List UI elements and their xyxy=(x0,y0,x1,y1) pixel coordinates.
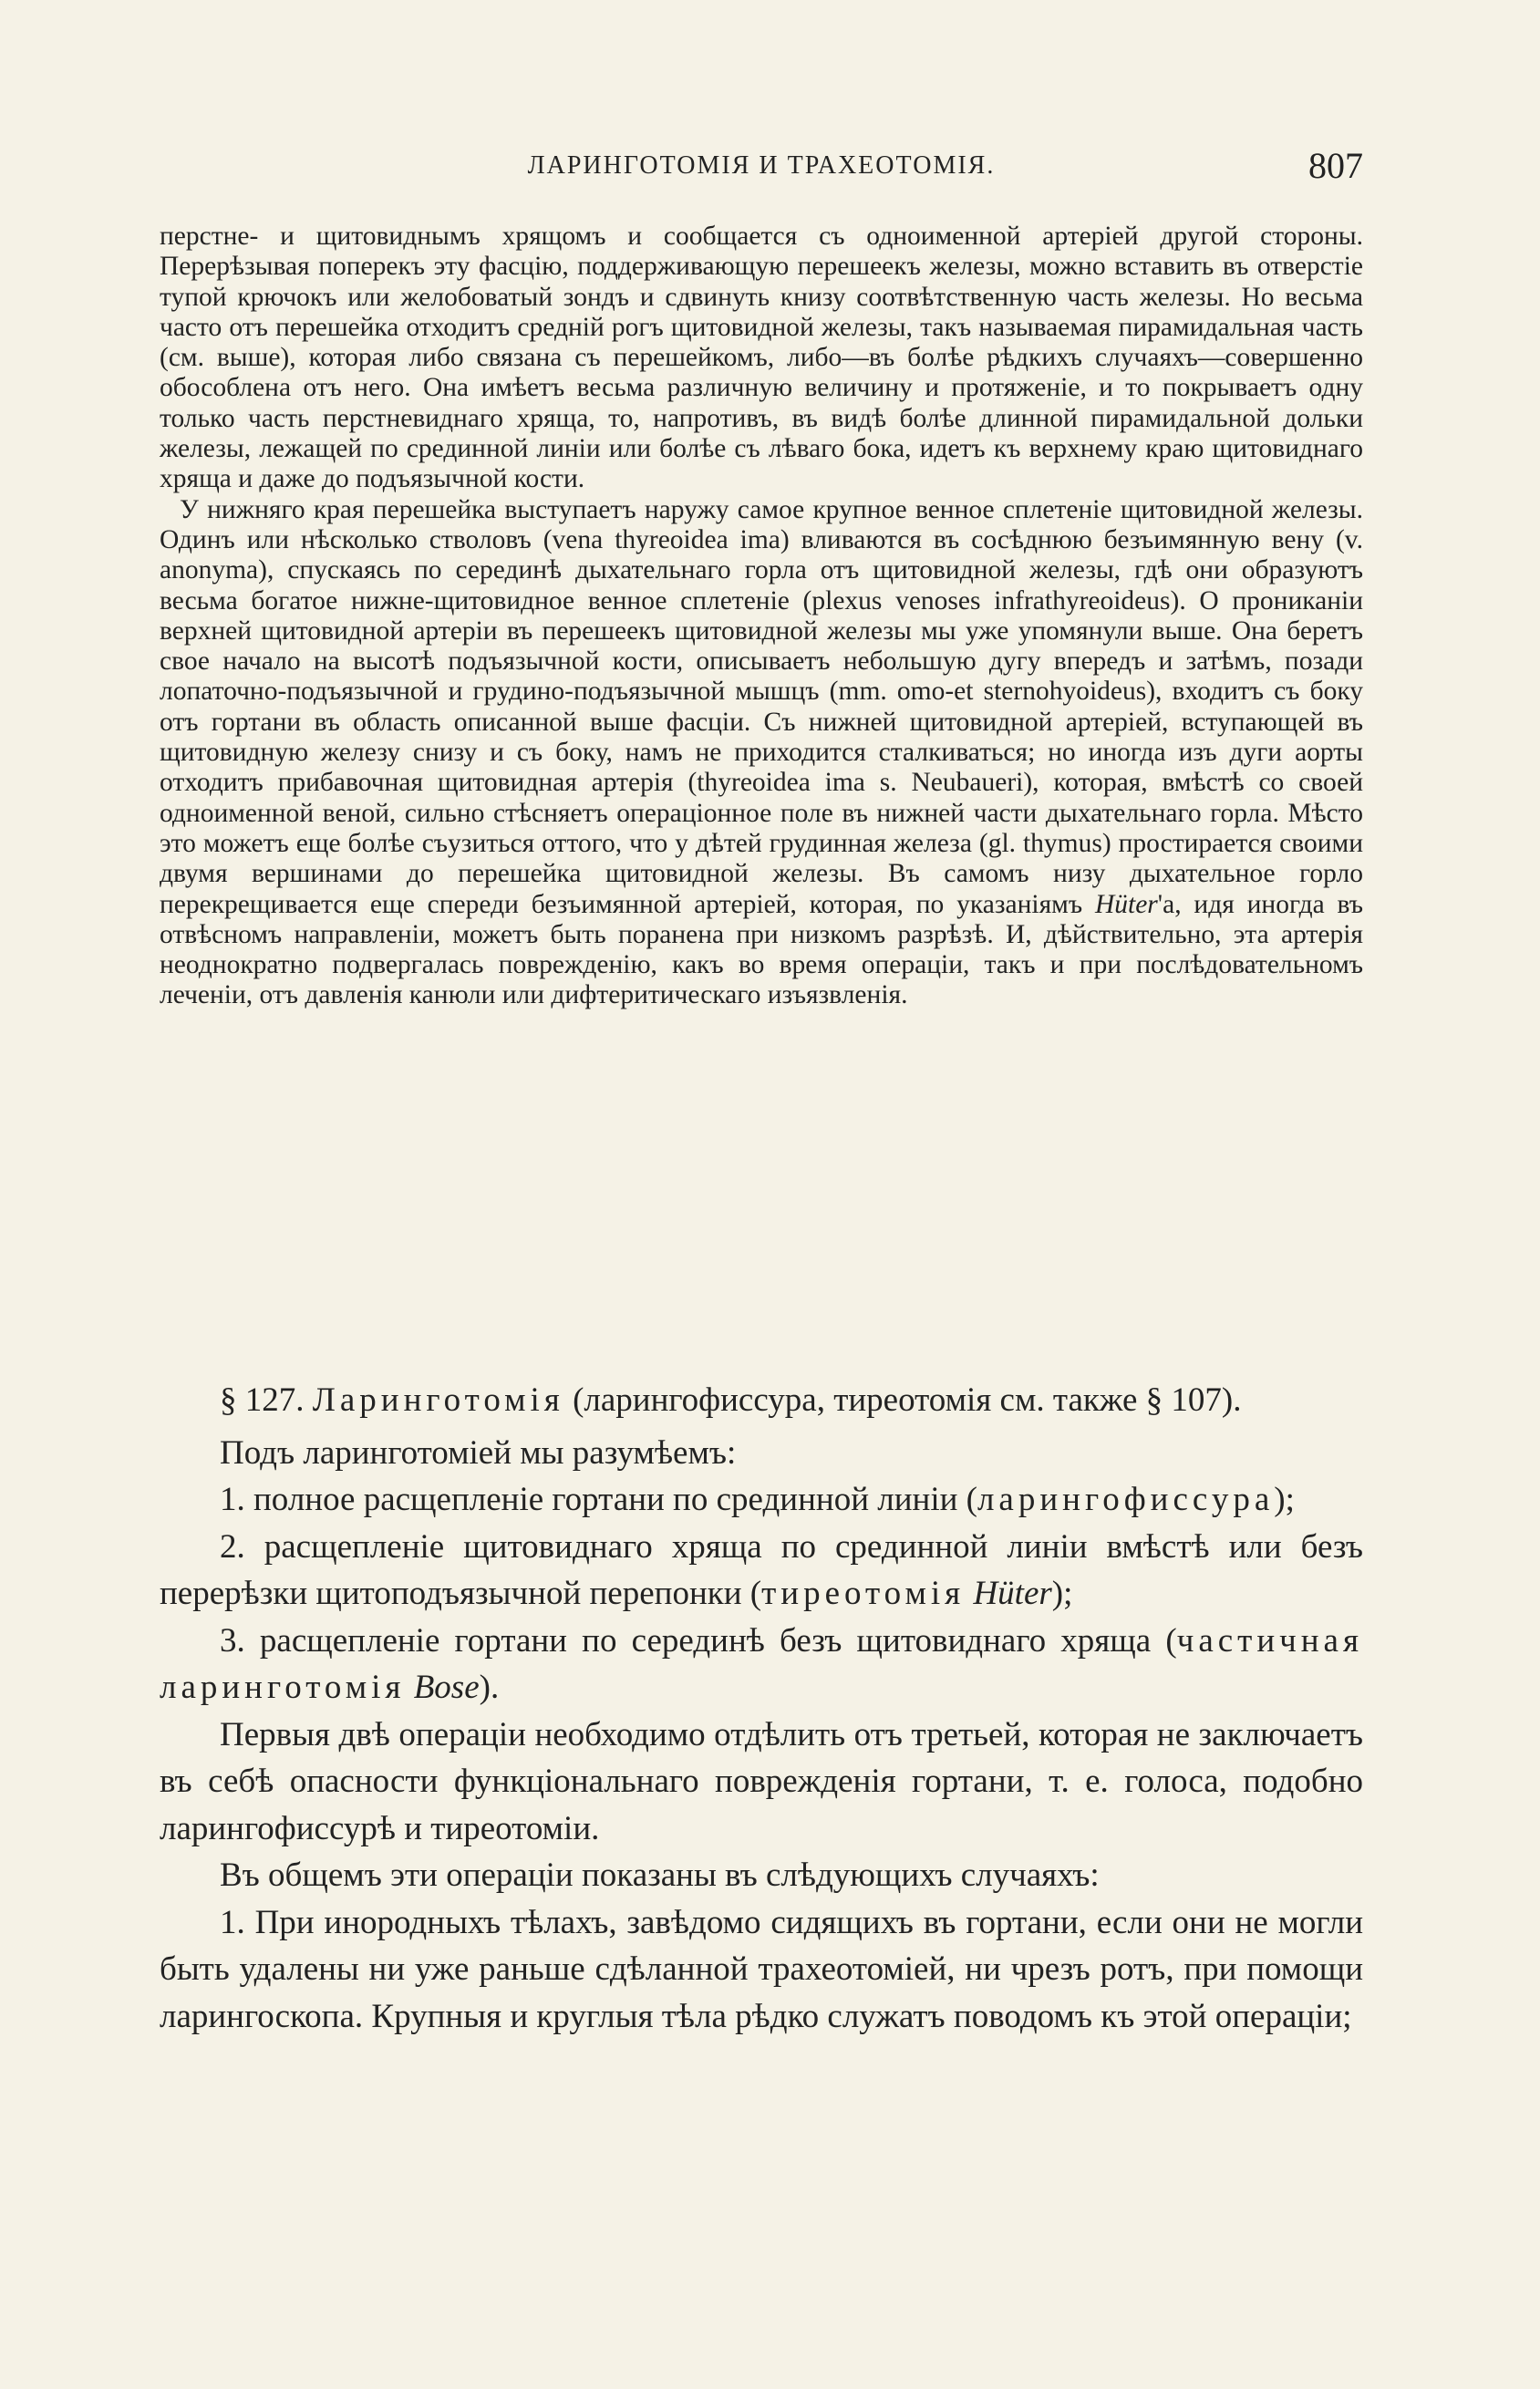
definition-intro: Подъ ларинготоміей мы разумѣемъ: xyxy=(220,1433,737,1472)
section-number: § 127. xyxy=(220,1381,305,1419)
text-segment: ); xyxy=(1051,1575,1073,1612)
term: тиреотомія xyxy=(761,1575,966,1612)
author-name: Hüter xyxy=(973,1575,1052,1612)
text-segment: 3. расщепленіе гортани по серединѣ безъ щитовиднаго хряща ( xyxy=(220,1621,1177,1660)
small-print-block xyxy=(160,222,1363,1011)
definition-item-1 xyxy=(160,1476,1363,1524)
definition-item-2 xyxy=(160,1524,1363,1618)
text-segment: У нижняго края перешейка выступаетъ наружу самое крупное венное сплетеніе щитовидной железы. Одинъ или нѣсколько стволовъ (vena thyreoidea ima) вливаются въ сосѣднюю безъимянную вену (v. anonyma), спускаясь по серединѣ дыхательнаго горла отъ щитовидной железы, гдѣ они образуютъ весьма богатое нижне-щитовидное венное сплетеніе (plexus venoses infrathyreoideus). О прониканіи верхней щитовидной артеріи въ перешеекъ щитовидной железы мы уже упомянули выше. Она беретъ свое начало на высотѣ подъязычной кости, описываетъ небольшую дугу впередъ и затѣмъ, позади лопаточно-подъязычной и грудино-подъязычной мышцъ (mm. omo-et sternohyoideus), входитъ съ боку отъ гортани въ область описанной выше фасціи. Съ нижней щитовидной артеріей, вступающей въ щитовидную железу снизу и съ боку, намъ не приходится сталкиваться; но иногда изъ дуги аорты отходитъ прибавочная щитовидная артерія (thyreoidea ima s. Neubaueri), которая, вмѣстѣ со своей одноименной веной, сильно стѣсняетъ операціонное поле въ нижней части дыхательнаго горла. Мѣсто это можетъ еще болѣе съузиться оттого, что у дѣтей грудинная железа (gl. thymus) простирается своими двумя вершинами до перешейка щитовидной железы. Въ самомъ низу дыхательное горло перекрещивается еще спереди безъимянной артеріей, которая, по указаніямъ xyxy=(160,494,1363,919)
text-segment: 2. расщепленіе щитовиднаго хряща по срединной линіи вмѣстѣ или безъ перерѣзки щитоподъязычной перепонки ( xyxy=(160,1527,1363,1612)
paragraph-venous-plexus xyxy=(160,495,1363,1011)
running-title: ЛАРИНГОТОМІЯ И ТРАХЕОТОМІЯ. xyxy=(527,151,996,180)
paragraph-first-two-operations: Первыя двѣ операціи необходимо отдѣлить отъ третьей, которая не заключаетъ въ себѣ опасности функціональнаго поврежденія гортани, т. е. голоса, подобно ларингофиссурѣ и тиреотоміи. xyxy=(160,1715,1363,1847)
paragraph-indications-intro: Въ общемъ эти операціи показаны въ слѣдующихъ случаяхъ: xyxy=(220,1856,1100,1894)
term: ларингофиссура xyxy=(977,1481,1275,1518)
author-name: Hüter xyxy=(1094,889,1158,919)
running-header xyxy=(160,144,1363,190)
section-heading-rest: (ларингофиссура, тиреотомія см. также § 107). xyxy=(563,1381,1242,1419)
paragraph-isthmus: перстне- и щитовиднымъ хрящомъ и сообщается съ одноименной артеріей другой стороны. Перерѣзывая поперекъ эту фасцію, поддерживающую перешеекъ железы, можно вставить въ отверстіе тупой крючокъ или желобоватый зондъ и сдвинуть книзу соотвѣтственную часть железы. Но весьма часто отъ перешейка отходитъ средній рогъ щитовидной железы, такъ называемая пирамидальная часть (см. выше), которая либо связана съ перешейкомъ, либо—въ болѣе рѣдкихъ случаяхъ—совершенно обособлена отъ него. Она имѣетъ весьма различную величину и протяженіе, и то покрываетъ одну только часть перстневиднаго хряща, то, напротивъ, въ видѣ болѣе длинной пирамидальной дольки железы, лежащей по срединной линіи или болѣе съ лѣваго бока, идетъ къ верхнему краю щитовиднаго хряща и даже до подъязычной кости. xyxy=(160,222,1363,494)
section-heading xyxy=(160,1377,1363,1424)
text-segment: ). xyxy=(479,1669,500,1706)
paragraph-case-1: 1. При инородныхъ тѣлахъ, завѣдомо сидящихъ въ гортани, если они не могли быть удалены ни уже раньше сдѣланной трахеотоміей, ни чрезъ ротъ, при помощи ларингоскопа. Крупныя и круглыя тѣла рѣдко служатъ поводомъ къ этой операціи; xyxy=(160,1903,1363,2035)
text-segment: 'а, идя иногда въ отвѣсномъ направленіи, можетъ быть поранена при низкомъ разрѣзѣ. И, дѣйствительно, эта артерія неоднократно подвергалась поврежденію, какъ во время операціи, такъ и при послѣдовательномъ леченіи, отъ давленія канюли или дифтеритическаго изъязвленія. xyxy=(160,889,1364,1010)
section-term: Ларинготомія xyxy=(312,1381,564,1419)
author-name: Bose xyxy=(413,1669,480,1706)
section-127 xyxy=(160,1377,1363,2040)
text-segment: ); xyxy=(1274,1481,1295,1518)
page-number: 807 xyxy=(1308,145,1363,186)
definition-item-3 xyxy=(160,1618,1363,1712)
text-segment: 1. полное расщепленіе гортани по срединной линіи ( xyxy=(220,1481,977,1518)
term: частичная ларинготомія xyxy=(160,1621,1363,1706)
